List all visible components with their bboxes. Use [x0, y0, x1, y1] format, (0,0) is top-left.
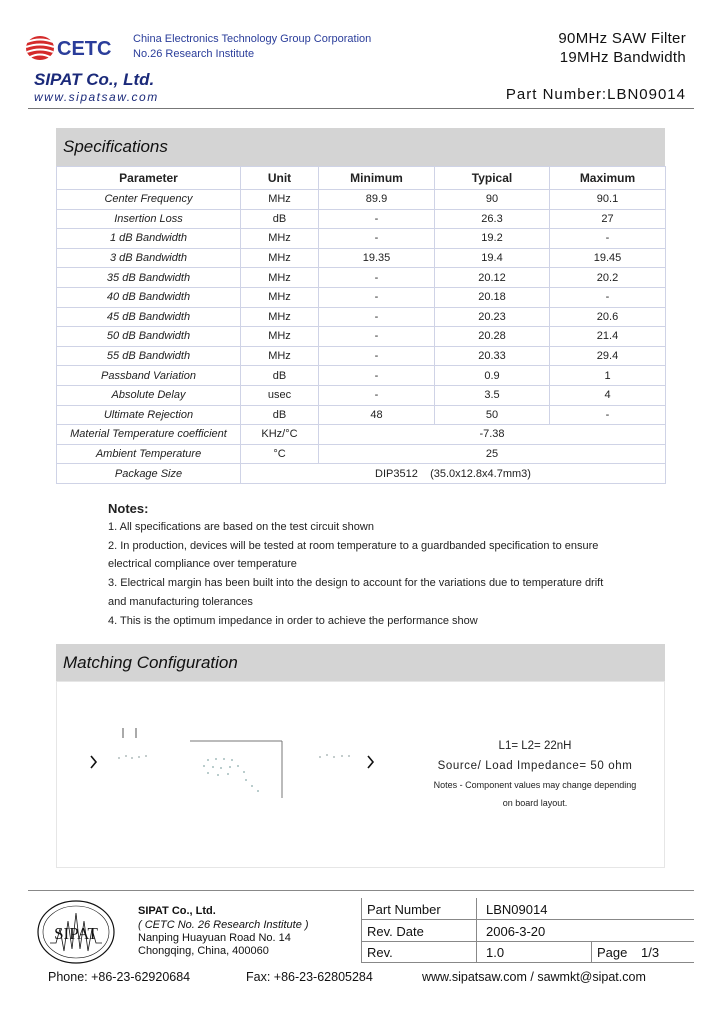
org-name [133, 32, 371, 62]
footer-divider [361, 962, 694, 963]
cell-typ: 50 [435, 405, 550, 425]
cell-param: Material Temperature coefficient [57, 425, 241, 445]
cell-value: -7.38 [319, 425, 666, 445]
table-row [57, 366, 666, 386]
cell-param: 40 dB Bandwidth [57, 287, 241, 307]
cell-package-size: DIP3512 (35.0x12.8x4.7mm3) [241, 464, 666, 484]
table-header-row [57, 167, 666, 190]
rev-label: Rev. [367, 945, 393, 960]
cell-typ: 20.33 [435, 346, 550, 366]
inductor-l1-icon [118, 755, 147, 759]
column-header: Typical [435, 167, 550, 190]
table-row [57, 209, 666, 229]
cell-min: - [319, 287, 435, 307]
cell-unit: MHz [241, 268, 319, 288]
footer-divider [476, 898, 477, 962]
cetc-logo [24, 28, 130, 68]
cell-param: 1 dB Bandwidth [57, 229, 241, 249]
table-row [57, 190, 666, 210]
cell-unit: dB [241, 405, 319, 425]
matching-circuit-diagram [86, 720, 386, 805]
cell-param: Ambient Temperature [57, 444, 241, 464]
cell-param: 35 dB Bandwidth [57, 268, 241, 288]
footer-fax: Fax: +86-23-62805284 [246, 970, 373, 984]
note-line: electrical compliance over temperature [108, 558, 297, 570]
footer-top-divider [28, 890, 694, 891]
table-row [57, 307, 666, 327]
table-row [57, 268, 666, 288]
cell-unit: dB [241, 366, 319, 386]
cell-unit: dB [241, 209, 319, 229]
cell-param: Package Size [57, 464, 241, 484]
note-line: 4. This is the optimum impedance in order to achieve the performance show [108, 615, 478, 627]
cell-typ: 19.4 [435, 248, 550, 268]
table-row [57, 327, 666, 347]
cell-unit: MHz [241, 327, 319, 347]
cell-typ: 19.2 [435, 229, 550, 249]
output-arrow-icon [368, 756, 373, 768]
cell-max: 90.1 [550, 190, 666, 210]
rev-date-label: Rev. Date [367, 924, 424, 939]
inductor-values: L1= L2= 22nH [498, 740, 572, 752]
cell-typ: 3.5 [435, 385, 550, 405]
column-header: Maximum [550, 167, 666, 190]
column-header: Minimum [319, 167, 435, 190]
table-row [57, 385, 666, 405]
cell-unit: °C [241, 444, 319, 464]
footer-address1: Nanping Huayuan Road No. 14 [138, 932, 291, 944]
product-subtitle: 19MHz Bandwidth [559, 49, 686, 66]
footer-divider [361, 919, 694, 920]
cell-min: 89.9 [319, 190, 435, 210]
footer-contact[interactable]: www.sipatsaw.com / sawmkt@sipat.com [422, 970, 646, 984]
company-website[interactable]: www.sipatsaw.com [34, 90, 159, 104]
part-number-value: LBN09014 [486, 902, 548, 917]
footer-phone: Phone: +86-23-62920684 [48, 970, 191, 984]
cell-typ: 90 [435, 190, 550, 210]
specifications-table [56, 166, 666, 484]
cell-param: 3 dB Bandwidth [57, 248, 241, 268]
cell-typ: 20.23 [435, 307, 550, 327]
cell-param: 45 dB Bandwidth [57, 307, 241, 327]
cell-unit: KHz/°C [241, 425, 319, 445]
cell-min: - [319, 385, 435, 405]
cell-value: 25 [319, 444, 666, 464]
cell-max: 20.2 [550, 268, 666, 288]
matching-title: Matching Configuration [56, 644, 665, 682]
cell-min: - [319, 346, 435, 366]
matching-note-line2: on board layout. [502, 798, 568, 808]
note-line: 3. Electrical margin has been built into the design to account for the variations due to temperature drift [108, 577, 604, 589]
cell-unit: MHz [241, 287, 319, 307]
product-title: 90MHz SAW Filter [558, 30, 686, 47]
cell-max: 20.6 [550, 307, 666, 327]
cell-unit: MHz [241, 229, 319, 249]
cell-min: 48 [319, 405, 435, 425]
note-line: 1. All specifications are based on the test circuit shown [108, 521, 374, 533]
cell-param: 55 dB Bandwidth [57, 346, 241, 366]
rev-value: 1.0 [486, 945, 505, 960]
footer-address2: Chongqing, China, 400060 [138, 945, 269, 957]
matching-note-line1: Notes - Component values may change depending [433, 780, 637, 790]
cell-param: Center Frequency [57, 190, 241, 210]
footer-institute: ( CETC No. 26 Research Institute ) [138, 919, 309, 931]
notes-title: Notes: [108, 501, 149, 516]
footer-divider [361, 898, 362, 962]
header-divider [28, 108, 694, 109]
cell-min: - [319, 209, 435, 229]
cell-param: Absolute Delay [57, 385, 241, 405]
impedance-text: Source/ Load Impedance= 50 ohm [437, 760, 633, 772]
page-label: Page [597, 945, 628, 960]
cell-max: - [550, 287, 666, 307]
svg-text:CETC: CETC [57, 38, 112, 60]
part-number-header: Part Number:LBN09014 [505, 86, 686, 103]
cetc-emblem-icon [26, 36, 54, 60]
rev-date-value: 2006-3-20 [486, 924, 546, 939]
table-row [57, 248, 666, 268]
cell-typ: 26.3 [435, 209, 550, 229]
footer-divider [361, 941, 694, 942]
input-arrow-icon [91, 756, 96, 768]
table-row [57, 287, 666, 307]
cell-max: 4 [550, 385, 666, 405]
cell-max: 19.45 [550, 248, 666, 268]
part-number-label: Part Number [367, 902, 441, 917]
cell-param: Passband Variation [57, 366, 241, 386]
cell-min: - [319, 229, 435, 249]
specifications-title: Specifications [56, 128, 665, 166]
cell-max: - [550, 405, 666, 425]
column-header: Parameter [57, 167, 241, 190]
cell-max: - [550, 229, 666, 249]
cell-min: 19.35 [319, 248, 435, 268]
note-line: 2. In production, devices will be tested at room temperature to a guardbanded specification to ensure [108, 540, 599, 552]
cell-max: 29.4 [550, 346, 666, 366]
cell-min: - [319, 268, 435, 288]
cell-param: Ultimate Rejection [57, 405, 241, 425]
cell-unit: MHz [241, 248, 319, 268]
cell-typ: 20.12 [435, 268, 550, 288]
cell-max: 27 [550, 209, 666, 229]
inductor-l2-icon [319, 754, 350, 758]
cell-unit: usec [241, 385, 319, 405]
table-row [57, 346, 666, 366]
table-row [57, 444, 666, 464]
cell-param: Insertion Loss [57, 209, 241, 229]
table-row [57, 229, 666, 249]
org-line2: No.26 Research Institute [133, 48, 255, 60]
cell-typ: 20.28 [435, 327, 550, 347]
org-line1: China Electronics Technology Group Corporation [133, 33, 372, 45]
cell-max: 21.4 [550, 327, 666, 347]
table-row [57, 405, 666, 425]
footer-company: SIPAT Co., Ltd. [138, 905, 216, 917]
svg-text:SIPAT: SIPAT [54, 924, 98, 943]
sipat-seal-logo [36, 899, 116, 965]
table-row [57, 425, 666, 445]
cell-max: 1 [550, 366, 666, 386]
cell-unit: MHz [241, 346, 319, 366]
cell-typ: 0.9 [435, 366, 550, 386]
table-row [57, 464, 666, 484]
cell-min: - [319, 307, 435, 327]
cell-param: 50 dB Bandwidth [57, 327, 241, 347]
cell-unit: MHz [241, 190, 319, 210]
footer-divider [591, 941, 592, 962]
cell-unit: MHz [241, 307, 319, 327]
company-name: SIPAT Co., Ltd. [34, 70, 155, 89]
note-line: and manufacturing tolerances [108, 596, 253, 608]
saw-filter-icon [203, 758, 259, 792]
cell-min: - [319, 366, 435, 386]
cell-typ: 20.18 [435, 287, 550, 307]
column-header: Unit [241, 167, 319, 190]
cell-min: - [319, 327, 435, 347]
page-value: 1/3 [641, 945, 660, 960]
